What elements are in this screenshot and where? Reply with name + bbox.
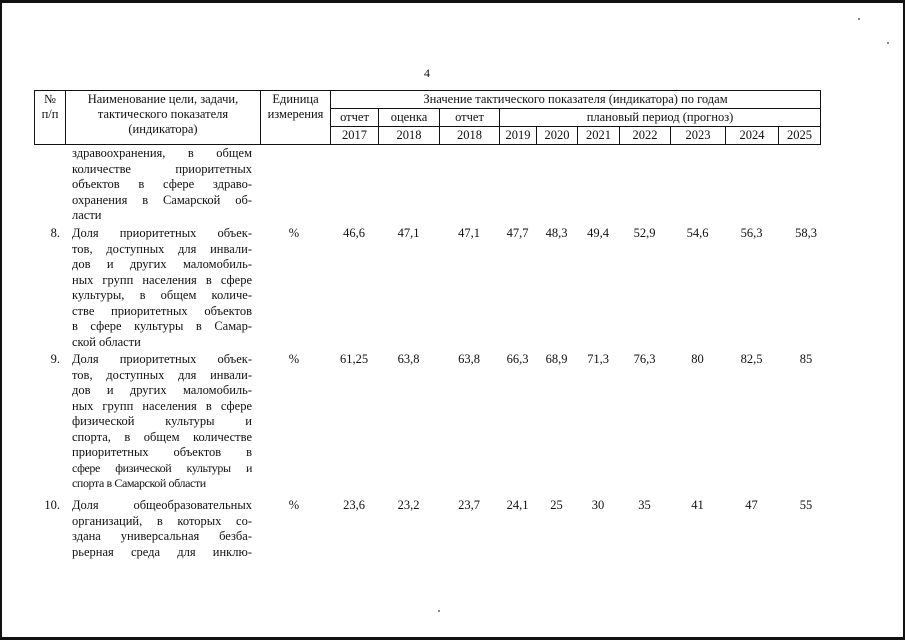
- header-year: 2025: [779, 127, 821, 145]
- row-value: 61,25: [339, 352, 369, 366]
- header-plan: плановый период (прогноз): [500, 109, 821, 127]
- scan-speck: [438, 610, 440, 612]
- row-name: Доля приоритетных объек- тов, доступных для инвали- дов и других маломобиль- ных групп населения в сфере физической культуры и спорта, в общем количестве приоритетных объектов в сфере физической культуры и спорта в Самарской области: [72, 352, 252, 490]
- scan-speck: [858, 18, 860, 20]
- header-year: 2024: [726, 127, 779, 145]
- row-value: 52,9: [633, 226, 656, 240]
- header-unit: Единица измерения: [261, 91, 331, 145]
- header-report: отчет: [331, 109, 379, 127]
- row-value: 82,5: [740, 352, 763, 366]
- row-value: 47,7: [506, 226, 529, 240]
- row-unit: %: [288, 498, 300, 512]
- header-year: 2022: [620, 127, 671, 145]
- header-estimate: оценка: [379, 109, 440, 127]
- row-value: 25: [550, 498, 563, 512]
- row-number: 10.: [44, 498, 60, 512]
- row-number: 9.: [50, 352, 60, 366]
- header-year: 2018: [379, 127, 440, 145]
- row-name: Доля общеобразовательных организаций, в которых со- здана универсальная безба- рьерная среда для инклю-: [72, 498, 252, 559]
- row-value: 68,9: [545, 352, 568, 366]
- header-year: 2017: [331, 127, 379, 145]
- row-value: 48,3: [545, 226, 568, 240]
- row-value: 30: [591, 498, 605, 512]
- row-value: 46,6: [343, 226, 365, 240]
- header-year: 2021: [578, 127, 620, 145]
- header-year: 2023: [671, 127, 726, 145]
- page-border-left: [0, 0, 2, 640]
- table-header: [34, 90, 821, 145]
- row-value: 23,6: [343, 498, 365, 512]
- header-num: № п/п: [35, 91, 66, 145]
- header-values-title: Значение тактического показателя (индикатора) по годам: [331, 91, 821, 109]
- row-unit: %: [288, 352, 300, 366]
- row-value: 63,8: [397, 352, 420, 366]
- row-value: 47: [745, 498, 758, 512]
- row-value: 35: [638, 498, 651, 512]
- row-name: Доля приоритетных объек- тов, доступных для инвали- дов и других маломобиль- ных групп населения в сфере культуры, в общем количе- стве приоритетных объектов в сфере культуры в Самар- ской области: [72, 226, 252, 349]
- row-value: 49,4: [587, 226, 609, 240]
- row-value: 47,1: [458, 226, 480, 240]
- header-name: Наименование цели, задачи, тактического показателя (индикатора): [66, 91, 261, 145]
- row-value: 55: [799, 498, 813, 512]
- row-value: 24,1: [506, 498, 529, 512]
- row-value: 85: [799, 352, 813, 366]
- row-value: 58,3: [795, 226, 817, 240]
- row-value: 47,1: [397, 226, 420, 240]
- row-value: 76,3: [633, 352, 656, 366]
- page-border-top: [0, 0, 905, 3]
- header-report-2: отчет: [440, 109, 500, 127]
- row-value: 54,6: [686, 226, 709, 240]
- row-value: 66,3: [506, 352, 529, 366]
- header-year: 2019: [500, 127, 537, 145]
- row-value: 71,3: [587, 352, 609, 366]
- row-value: 80: [691, 352, 704, 366]
- row-unit: %: [288, 226, 300, 240]
- scan-speck: [887, 42, 889, 44]
- header-year: 2020: [537, 127, 578, 145]
- header-year: 2018: [440, 127, 500, 145]
- row-value: 56,3: [740, 226, 763, 240]
- page-number: 4: [424, 66, 430, 80]
- row-value: 23,2: [397, 498, 420, 512]
- row-value: 41: [691, 498, 704, 512]
- row-number: 8.: [50, 226, 60, 240]
- row-name: здравоохранения, в общем количестве приоритетных объектов в сфере здраво- охранения в Самарской об- ласти: [72, 146, 252, 222]
- row-value: 63,8: [458, 352, 480, 366]
- row-value: 23,7: [458, 498, 480, 512]
